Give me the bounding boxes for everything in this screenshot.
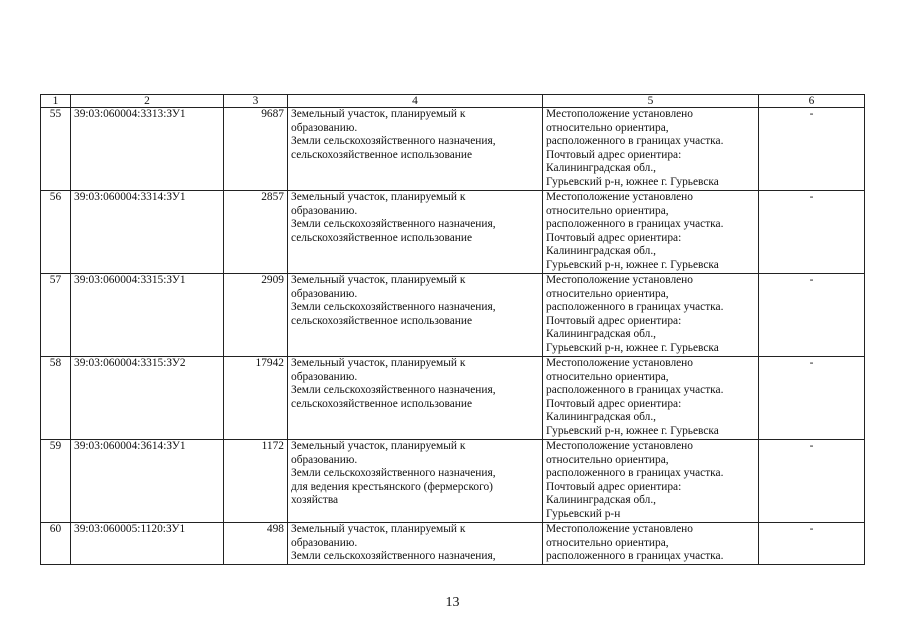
plot-description [288,274,543,357]
row-number: 60 [41,523,71,565]
location-line: Местоположение установлено [546,191,693,203]
location-line: Гурьевский р-н [546,507,621,520]
plot-area: 17942 [224,357,288,440]
location-line: относительно ориентира, [546,453,669,466]
location-line: Местоположение установлено [546,357,693,369]
location-line: расположенного в границах участка. [546,550,724,563]
column-header-5: 5 [543,95,759,108]
location-line: Почтовый адрес ориентира: [546,231,682,244]
description-line: для ведения крестьянского (фермерского) [291,480,493,493]
plot-description [288,191,543,274]
description-line: образованию. [291,453,358,466]
description-line: Земли сельскохозяйственного назначения, [291,301,496,314]
description-line: образованию. [291,204,358,217]
plot-area: 2857 [224,191,288,274]
description-line: Земли сельскохозяйственного назначения, [291,384,496,397]
location-line: Калининградская обл., [546,245,657,258]
description-line: Земли сельскохозяйственного назначения, [291,218,496,231]
location-line: Гурьевский р-н, южнее г. Гурьевска [546,424,719,437]
plot-area: 9687 [224,108,288,191]
description-line: сельскохозяйственное использование [291,397,473,410]
column-header-3: 3 [224,95,288,108]
column-header-4: 4 [288,95,543,108]
row-number: 56 [41,191,71,274]
cadastral-number: 39:03:060004:3314:ЗУ1 [71,191,224,274]
location-line: относительно ориентира, [546,287,669,300]
cadastral-number: 39:03:060004:3614:ЗУ1 [71,440,224,523]
location-line: Местоположение установлено [546,274,693,286]
location-line: Почтовый адрес ориентира: [546,480,682,493]
description-line: Земельный участок, планируемый к [291,357,466,369]
location-line: расположенного в границах участка. [546,301,724,314]
description-line: Земельный участок, планируемый к [291,523,466,535]
location-line: относительно ориентира, [546,536,669,549]
column-header-6: 6 [759,95,865,108]
plot-area: 1172 [224,440,288,523]
location-line: Гурьевский р-н, южнее г. Гурьевска [546,175,719,188]
row-number: 57 [41,274,71,357]
location-line: расположенного в границах участка. [546,384,724,397]
plot-area: 2909 [224,274,288,357]
description-line: сельскохозяйственное использование [291,314,473,327]
location-line: Почтовый адрес ориентира: [546,314,682,327]
description-line: сельскохозяйственное использование [291,148,473,161]
description-line: Земельный участок, планируемый к [291,440,466,452]
description-line: образованию. [291,287,358,300]
location-line: относительно ориентира, [546,370,669,383]
description-line: сельскохозяйственное использование [291,231,473,244]
plot-location [543,440,759,523]
description-line: Земельный участок, планируемый к [291,274,466,286]
column-6-value: - [759,523,865,565]
location-line: Местоположение установлено [546,440,693,452]
column-6-value: - [759,357,865,440]
location-line: Калининградская обл., [546,411,657,424]
plot-area: 498 [224,523,288,565]
table-row [41,440,865,523]
table-header-row [41,95,865,108]
plot-location [543,191,759,274]
column-header-2: 2 [71,95,224,108]
description-line: Земельный участок, планируемый к [291,108,466,120]
location-line: Почтовый адрес ориентира: [546,397,682,410]
table-row [41,191,865,274]
column-6-value: - [759,274,865,357]
page-number: 13 [445,595,460,610]
cadastral-number: 39:03:060005:1120:ЗУ1 [71,523,224,565]
table-row [41,274,865,357]
column-6-value: - [759,108,865,191]
row-number: 55 [41,108,71,191]
row-number: 59 [41,440,71,523]
plot-location [543,523,759,565]
plot-description [288,523,543,565]
location-line: расположенного в границах участка. [546,135,724,148]
location-line: относительно ориентира, [546,121,669,134]
location-line: относительно ориентира, [546,204,669,217]
location-line: Почтовый адрес ориентира: [546,148,682,161]
description-line: Земельный участок, планируемый к [291,191,466,203]
plot-description [288,440,543,523]
cadastral-number: 39:03:060004:3313:ЗУ1 [71,108,224,191]
plot-description [288,108,543,191]
location-line: расположенного в границах участка. [546,218,724,231]
description-line: Земли сельскохозяйственного назначения, [291,135,496,148]
description-line: образованию. [291,536,358,549]
column-header-1: 1 [41,95,71,108]
cadastral-number: 39:03:060004:3315:ЗУ2 [71,357,224,440]
land-plots-table [40,94,865,565]
column-6-value: - [759,440,865,523]
plot-location [543,274,759,357]
column-6-value: - [759,191,865,274]
location-line: Местоположение установлено [546,108,693,120]
location-line: Калининградская обл., [546,494,657,507]
description-line: образованию. [291,121,358,134]
description-line: Земли сельскохозяйственного назначения, [291,467,496,480]
description-line: хозяйства [291,494,339,507]
location-line: Местоположение установлено [546,523,693,535]
plot-description [288,357,543,440]
table-row [41,523,865,565]
row-number: 58 [41,357,71,440]
cadastral-number: 39:03:060004:3315:ЗУ1 [71,274,224,357]
location-line: Калининградская обл., [546,162,657,175]
plot-location [543,357,759,440]
table-row [41,357,865,440]
location-line: Гурьевский р-н, южнее г. Гурьевска [546,258,719,271]
location-line: Гурьевский р-н, южнее г. Гурьевска [546,341,719,354]
description-line: Земли сельскохозяйственного назначения, [291,550,496,563]
plot-location [543,108,759,191]
location-line: расположенного в границах участка. [546,467,724,480]
description-line: образованию. [291,370,358,383]
table-row [41,108,865,191]
location-line: Калининградская обл., [546,328,657,341]
